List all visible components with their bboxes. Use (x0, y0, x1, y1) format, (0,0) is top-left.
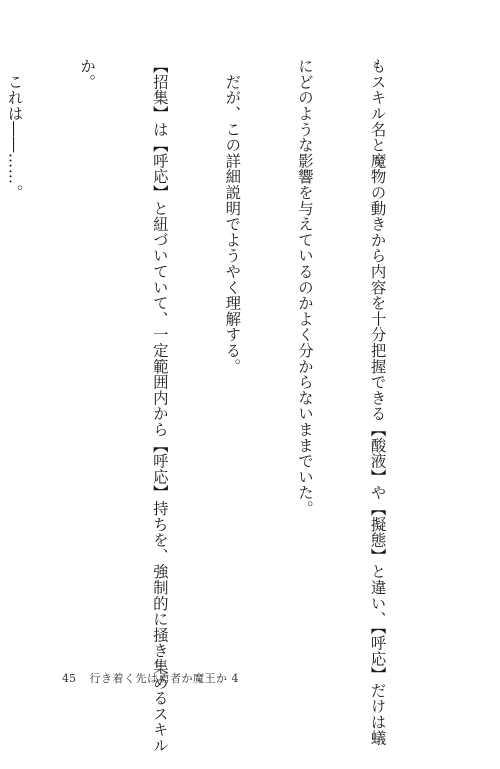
text-line: だが、この詳細説明でようやく理解する。 (223, 58, 242, 374)
text-line: もスキル名と魔物の動きから内容を十分把握できる【酸液】や【擬態】と違い、【呼応】だけは蟻 (368, 58, 387, 746)
text-line: これは――……。 (5, 58, 24, 201)
page-footer (62, 670, 239, 686)
page-number: 45 (62, 672, 76, 685)
text-line: にどのような影響を与えているのかよく分からないままでいた。 (295, 58, 314, 517)
text-line: 【招集】は【呼応】と紐づいていて、一定範囲内から【呼応】持ちを、強制的に掻き集めるスキル (150, 58, 169, 754)
text-line: か。 (78, 58, 97, 90)
running-title: 行き着く先は勇者か魔王か 4 (89, 672, 239, 685)
